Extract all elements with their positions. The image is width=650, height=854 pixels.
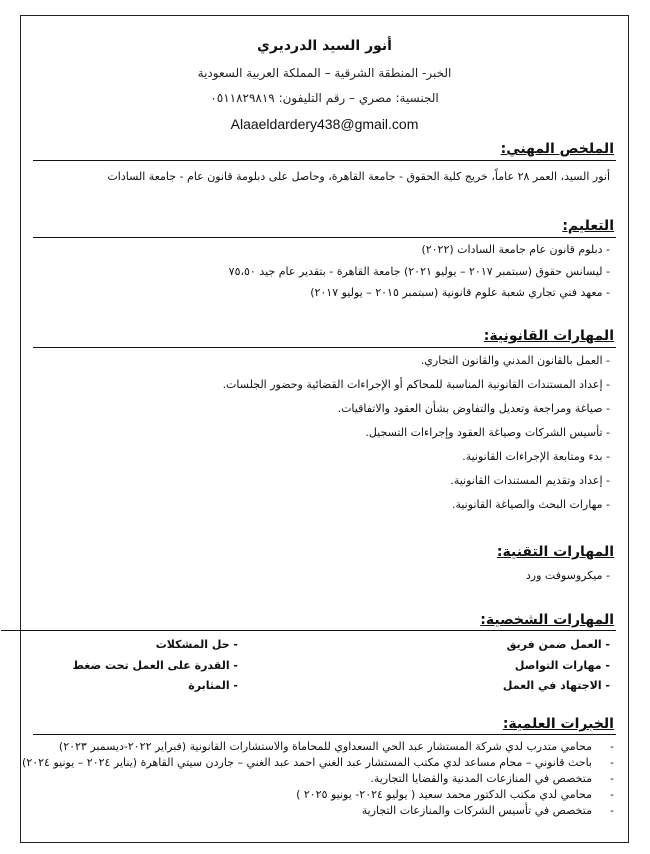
legal-skill-item: - تأسيس الشركات وصياغة العقود وإجراءات التسجيل. — [365, 426, 610, 439]
experience-title: الخبرات العلمية: — [502, 716, 614, 732]
section-divider — [33, 734, 616, 735]
experience-text: محامي متدرب لدي شركة المستشار عبد الحي السعداوي للمحاماة والاستشارات القانونية (فبراير ٢٠٢٢-ديسمبر ٢٠٢٣) — [58, 740, 592, 753]
soft-skill-item: - العمل ضمن فريق — [506, 638, 610, 651]
legal-skills-title: المهارات القانونية: — [483, 328, 614, 344]
soft-skill-item: - الاجتهاد في العمل — [502, 679, 610, 692]
email-address: Alaaeldardery438@gmail.com — [230, 116, 419, 132]
experience-item: -محامي متدرب لدي شركة المستشار عبد الحي السعداوي للمحاماة والاستشارات القانونية (فبراير ٢٠٢٢-ديسمبر ٢٠٢٣) — [58, 740, 614, 753]
soft-skill-item: - المثابرة — [188, 679, 238, 692]
legal-skill-item: - مهارات البحث والصياغة القانونية. — [451, 498, 610, 511]
experience-item: -باحث قانوني – محام مساعد لدي مكتب المستشار عبد الغني احمد عبد الغني – جاردن سيتي القاهرة (يناير ٢٠٢٤ – يونيو ٢٠٢٤) — [22, 756, 614, 769]
legal-skill-item: - صياغة ومراجعة وتعديل والتفاوض بشأن العقود والاتفاقيات. — [337, 402, 610, 415]
nationality-phone-line: الجنسية: مصري – رقم التليفون: ٠٥١١٨٢٩٨١٩ — [210, 91, 439, 105]
summary-title: الملخص المهني: — [500, 141, 614, 157]
education-item: - ليسانس حقوق (سبتمبر ٢٠١٧ – يوليو ٢٠٢١) جامعة القاهرة - بتقدير عام جيد ٧٥،٥٠ — [228, 265, 610, 278]
experience-item: -متخصص في المنازعات المدنية والقضايا التجارية. — [370, 772, 614, 785]
legal-skill-item: - إعداد المستندات القانونية المناسبة للمحاكم أو الإجراءات القضائية وحضور الجلسات. — [222, 378, 610, 391]
section-divider — [33, 160, 616, 161]
experience-text: محامي لدي مكتب الدكتور محمد سعيد ( يوليو ٢٠٢٤- يونيو ٢٠٢٥ ) — [296, 788, 592, 801]
legal-skill-item: - العمل بالقانون المدني والقانون التجاري. — [420, 354, 610, 367]
resume-page — [20, 15, 629, 843]
experience-text: باحث قانوني – محام مساعد لدي مكتب المستشار عبد الغني احمد عبد الغني – جاردن سيتي القاهرة (يناير ٢٠٢٤ – يونيو ٢٠٢٤) — [22, 756, 592, 769]
candidate-name: أنور السيد الدرديري — [257, 38, 392, 54]
education-item: - معهد فني تجاري شعبة علوم قانونية (سبتمبر ٢٠١٥ – يوليو ٢٠١٧) — [310, 286, 610, 299]
experience-text: متخصص في المنازعات المدنية والقضايا التجارية. — [370, 772, 592, 785]
tech-skill-item: - ميكروسوفت ورد — [525, 569, 610, 582]
summary-text: أنور السيد، العمر ٢٨ عاماً، خريج كلية الحقوق - جامعة القاهرة، وحاصل على دبلومة قانون عام - جامعة السادات — [107, 170, 610, 183]
soft-skill-item: - مهارات التواصل — [514, 659, 610, 672]
education-item: - دبلوم قانون عام جامعة السادات (٢٠٢٢) — [421, 243, 610, 256]
section-divider — [33, 347, 616, 348]
location-line: الخبر- المنطقة الشرقية – المملكة العربية السعودية — [197, 66, 452, 80]
legal-skill-item: - إعداد وتقديم المستندات القانونية. — [450, 474, 610, 487]
soft-skill-item: - القدرة على العمل تحت ضغط — [72, 659, 238, 672]
soft-skills-title: المهارات الشخصية: — [480, 612, 614, 628]
soft-skill-item: - حل المشكلات — [155, 638, 238, 651]
section-divider — [33, 237, 616, 238]
tech-skills-title: المهارات التقنية: — [496, 544, 614, 560]
section-divider — [1, 630, 616, 631]
education-title: التعليم: — [562, 218, 614, 234]
experience-text: متخصص في تأسيس الشركات والمنازعات التجارية — [361, 804, 592, 817]
experience-item: -متخصص في تأسيس الشركات والمنازعات التجارية — [361, 804, 614, 817]
legal-skill-item: - بدء ومتابعة الإجراءات القانونية. — [462, 450, 610, 463]
experience-item: -محامي لدي مكتب الدكتور محمد سعيد ( يوليو ٢٠٢٤- يونيو ٢٠٢٥ ) — [296, 788, 614, 801]
